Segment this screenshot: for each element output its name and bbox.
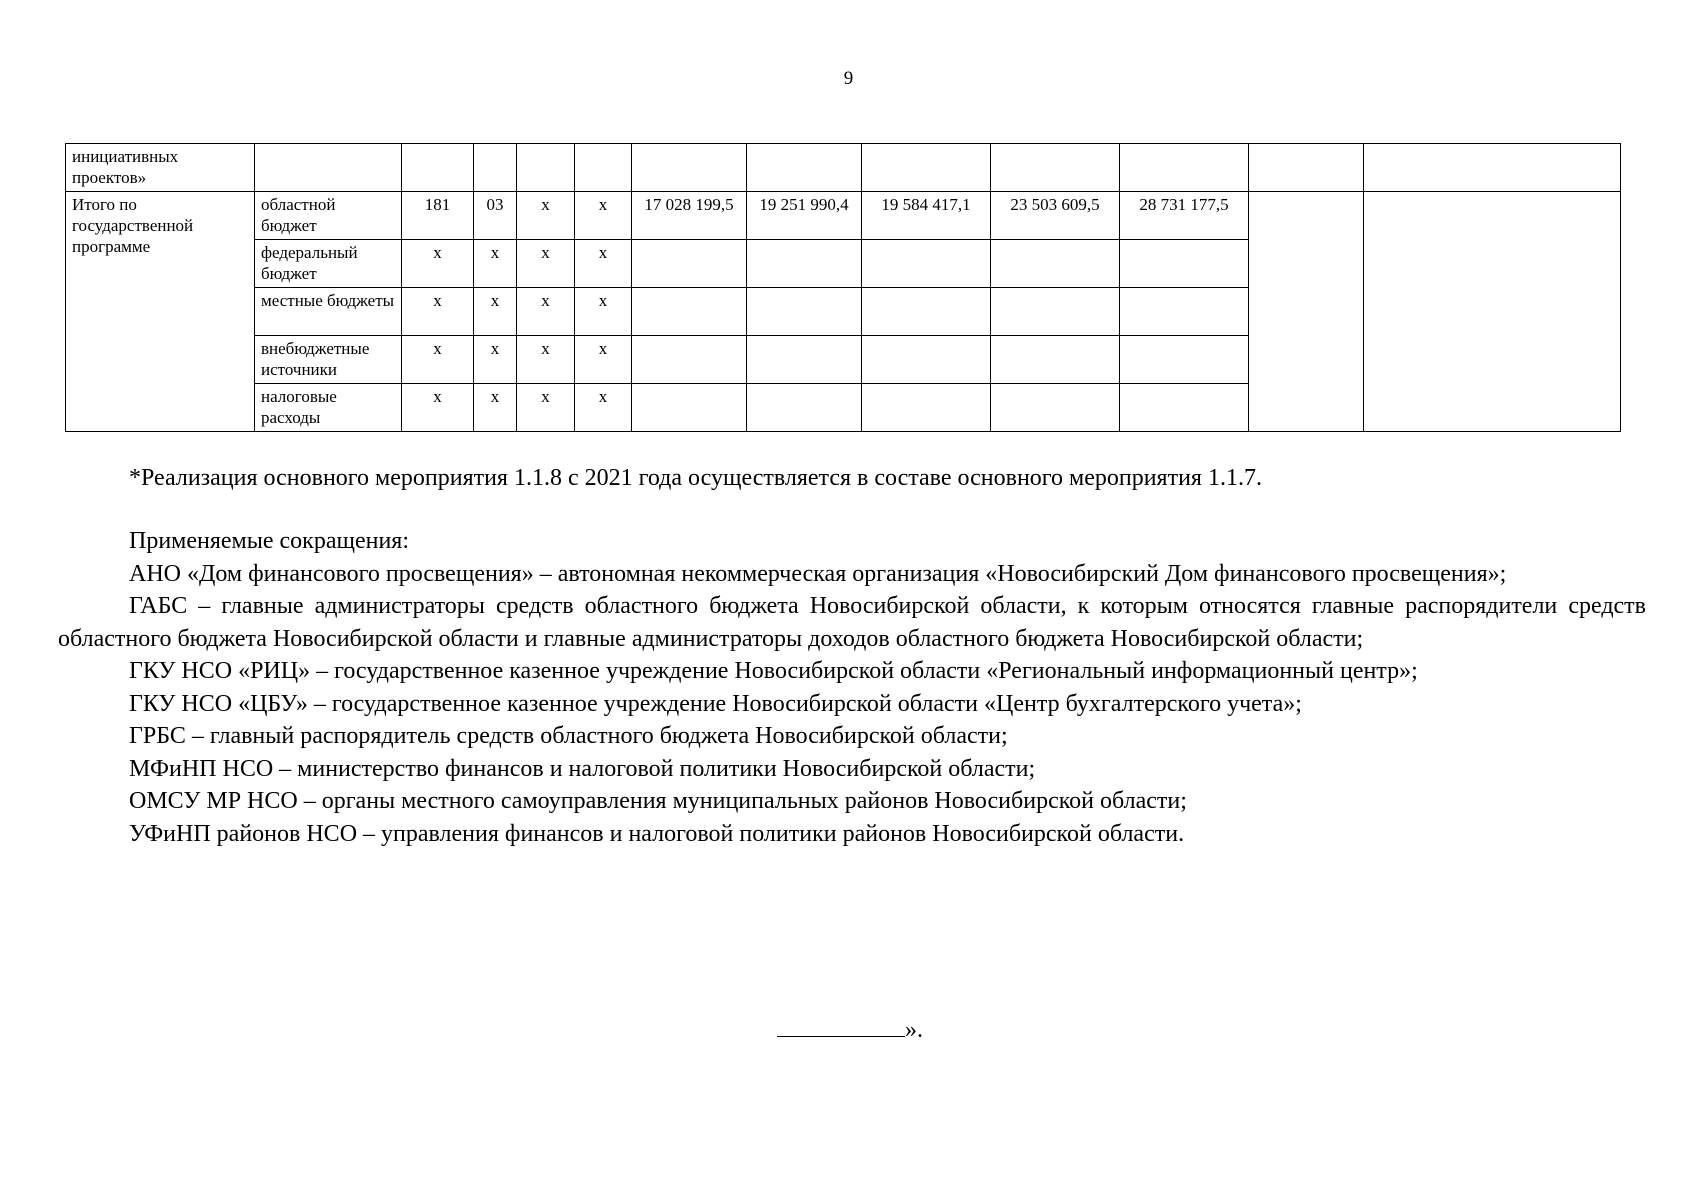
value-cell — [862, 336, 991, 384]
table-row — [66, 192, 1621, 240]
value-cell — [862, 240, 991, 288]
abbreviation-item: ГКУ НСО «ЦБУ» – государственное казенное учреждение Новосибирской области «Центр бухгалтерского учета»; — [129, 690, 1302, 717]
value-cell — [991, 288, 1120, 336]
financing-table — [65, 143, 1621, 432]
code-cell: х — [474, 384, 517, 432]
code-cell: х — [402, 288, 474, 336]
row-label-cell: инициативных проектов» — [66, 144, 255, 192]
page-number: 9 — [843, 68, 854, 89]
code-cell: х — [474, 288, 517, 336]
code-cell: х — [517, 336, 575, 384]
value-cell: 28 731 177,5 — [1120, 192, 1249, 240]
closing-mark — [777, 1014, 923, 1044]
closing-quote: ». — [905, 1017, 923, 1043]
table-cell — [474, 144, 517, 192]
abbreviation-item: МФиНП НСО – министерство финансов и налоговой политики Новосибирской области; — [129, 755, 1036, 782]
value-cell — [632, 336, 747, 384]
table-cell — [991, 144, 1120, 192]
abbreviations-heading: Применяемые сокращения: — [129, 528, 410, 554]
table-row — [66, 144, 1621, 192]
value-cell: 19 251 990,4 — [747, 192, 862, 240]
value-cell — [1120, 240, 1249, 288]
code-cell: х — [517, 288, 575, 336]
table-cell — [402, 144, 474, 192]
signature-line — [777, 1014, 905, 1037]
value-cell — [632, 288, 747, 336]
code-cell: х — [402, 336, 474, 384]
value-cell — [632, 240, 747, 288]
value-cell — [991, 240, 1120, 288]
table-cell — [255, 144, 402, 192]
abbreviation-item: АНО «Дом финансового просвещения» – автономная некоммерческая организация «Новосибирский Дом финансового просвещения»; — [129, 560, 1507, 587]
total-label-cell: Итого по государственной программе — [66, 192, 255, 432]
value-cell: 19 584 417,1 — [862, 192, 991, 240]
value-cell — [991, 336, 1120, 384]
table-cell — [1249, 192, 1364, 432]
code-cell: х — [474, 336, 517, 384]
code-cell: х — [474, 240, 517, 288]
value-cell — [747, 288, 862, 336]
abbreviation-item: ОМСУ МР НСО – органы местного самоуправления муниципальных районов Новосибирской области; — [129, 788, 1187, 814]
value-cell — [1120, 336, 1249, 384]
source-cell: местные бюджеты — [255, 288, 402, 336]
value-cell — [1120, 288, 1249, 336]
abbreviation-item: УФиНП районов НСО – управления финансов и налоговой политики районов Новосибирской области. — [129, 820, 1185, 847]
code-cell: х — [575, 288, 632, 336]
value-cell — [862, 288, 991, 336]
value-cell — [747, 336, 862, 384]
code-cell: х — [575, 240, 632, 288]
abbreviations-section — [58, 525, 1646, 850]
code-cell: 181 — [402, 192, 474, 240]
value-cell — [632, 384, 747, 432]
source-cell: налоговые расходы — [255, 384, 402, 432]
code-cell: х — [517, 192, 575, 240]
table-cell — [632, 144, 747, 192]
value-cell: 23 503 609,5 — [991, 192, 1120, 240]
code-cell: х — [517, 240, 575, 288]
source-cell: внебюджетные источники — [255, 336, 402, 384]
abbreviation-item: ГРБС – главный распорядитель средств областного бюджета Новосибирской области; — [129, 723, 1008, 749]
table-cell — [1364, 144, 1621, 192]
code-cell: х — [402, 384, 474, 432]
code-cell: 03 — [474, 192, 517, 240]
code-cell: х — [517, 384, 575, 432]
source-cell: федеральный бюджет — [255, 240, 402, 288]
source-cell: областной бюджет — [255, 192, 402, 240]
table-cell — [862, 144, 991, 192]
footnote: *Реализация основного мероприятия 1.1.8 с 2021 года осуществляется в составе основного мероприятия 1.1.7. — [129, 465, 1262, 491]
abbreviation-item: ГАБС – главные администраторы средств областного бюджета Новосибирской области, к которым относятся главные распорядители средств областного бюджета Новосибирской области и главные администраторы доходов областного бюджета Новосибирской области; — [58, 593, 1646, 652]
table-cell — [517, 144, 575, 192]
table-cell — [1364, 192, 1621, 432]
table-cell — [1249, 144, 1364, 192]
abbreviation-item: ГКУ НСО «РИЦ» – государственное казенное учреждение Новосибирской области «Региональный информационный центр»; — [129, 658, 1418, 684]
code-cell: х — [575, 336, 632, 384]
table-cell — [747, 144, 862, 192]
table-cell — [1120, 144, 1249, 192]
code-cell: х — [575, 384, 632, 432]
value-cell — [991, 384, 1120, 432]
value-cell — [747, 240, 862, 288]
value-cell: 17 028 199,5 — [632, 192, 747, 240]
value-cell — [747, 384, 862, 432]
code-cell: х — [575, 192, 632, 240]
code-cell: х — [402, 240, 474, 288]
value-cell — [862, 384, 991, 432]
table-cell — [575, 144, 632, 192]
value-cell — [1120, 384, 1249, 432]
